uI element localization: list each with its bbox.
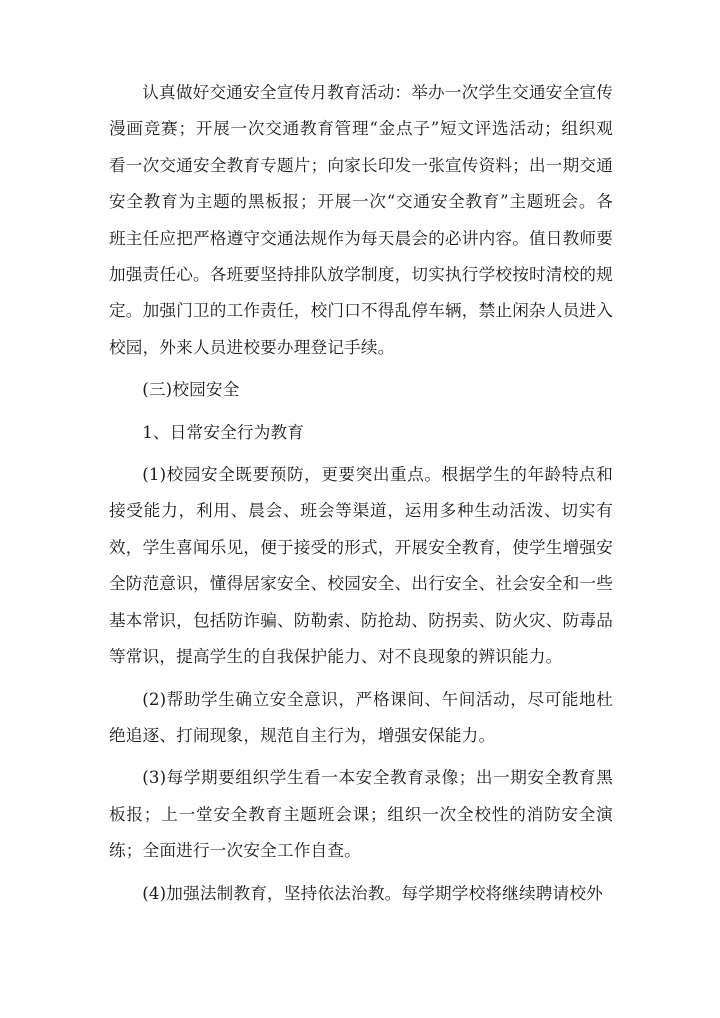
subsection-heading-daily-safety: 1、日常安全行为教育 (142, 422, 305, 442)
paragraph-item-1: (1)校园安全既要预防，更要突出重点。根据学生的年龄特点和接受能力，利用、晨会、班会等渠道，运用多种生动活泼、切实有效，学生喜闻乐见，便于接受的形式，开展安全教育，使学生增强安全防范意识，懂得居家安全、校园安全、出行安全、社会安全和一些基本常识，包括防诈骗、防勒索、防抢劫、防拐卖、防火灾、防毒品等常识，提高学生的自我保护能力、对不良现象的辨识能力。 (109, 465, 613, 667)
document-page (109, 75, 613, 912)
paragraph-item-3: (3)每学期要组织学生看一本安全教育录像；出一期安全教育黑板报；上一堂安全教育主题班会课；组织一次全校性的消防安全演练；全面进行一次安全工作自查。 (109, 768, 613, 861)
section-heading-campus-safety: (三)校园安全 (142, 380, 240, 400)
paragraph-item-4: (4)加强法制教育，坚持依法治教。每学期学校将继续聘请校外 (142, 883, 603, 903)
paragraph-traffic-safety: 认真做好交通安全宣传月教育活动：举办一次学生交通安全宣传漫画竞赛；开展一次交通教育管理“金点子”短文评选活动；组织观看一次交通安全教育专题片；向家长印发一张宣传资料；出一期交通安全教育为主题的黑板报；开展一次“交通安全教育”主题班会。各班主任应把严格遵守交通法规作为每天晨会的必讲内容。值日教师要加强责任心。各班要坚持排队放学制度，切实执行学校按时清校的规定。加强门卫的工作责任，校门口不得乱停车辆，禁止闲杂人员进入校园，外来人员进校要办理登记手续。 (109, 83, 613, 357)
paragraph-item-2: (2)帮助学生确立安全意识，严格课间、午间活动，尽可能地杜绝追逐、打闹现象，规范自主行为，增强安保能力。 (109, 689, 613, 745)
